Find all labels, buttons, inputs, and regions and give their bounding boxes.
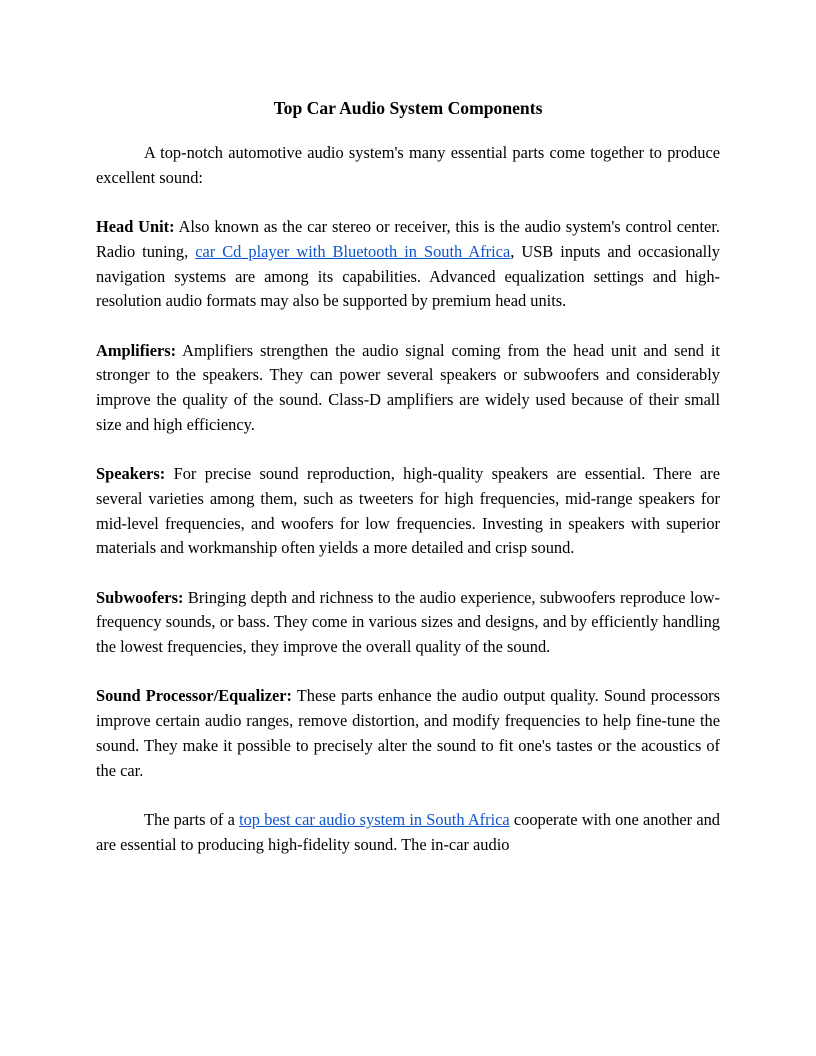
closing-text-after-link: cooperate with one another and are essential to producing high-fidelity sound. The in-car audio: [96, 809, 720, 854]
speakers-label: Speakers:: [96, 464, 166, 484]
subwoofers-paragraph: [96, 586, 720, 660]
subwoofers-text: Bringing depth and richness to the audio experience, subwoofers reproduce low-frequency sounds, or bass. They come in various sizes and designs, and by efficiently handling the lowest frequencies, they improve the overall quality of the sound.: [96, 587, 720, 656]
paragraph-gap: [96, 660, 720, 685]
head-unit-paragraph: [96, 215, 720, 314]
car-audio-system-link[interactable]: top best car audio system in South Africa: [239, 809, 510, 829]
paragraph-gap: [96, 437, 720, 462]
speakers-paragraph: [96, 462, 720, 561]
head-unit-label: Head Unit:: [96, 217, 175, 237]
subwoofers-label: Subwoofers:: [96, 587, 184, 607]
closing-paragraph: [96, 808, 720, 857]
head-unit-text-before-link: Also known as the car stereo or receiver, this is the audio system's control center. Radio tuning,: [96, 217, 720, 261]
document-body: [96, 94, 720, 857]
amplifiers-label: Amplifiers:: [96, 340, 177, 360]
head-unit-text-after-link: , USB inputs and occasionally navigation systems are among its capabilities. Advanced equalization settings and high-resolution audio formats may also be supported by premium head units.: [96, 241, 720, 311]
closing-text-before-link: The parts of a: [144, 809, 240, 829]
paragraph-gap: [96, 783, 720, 808]
paragraph-gap: [96, 190, 720, 215]
page-title: Top Car Audio System Components: [273, 98, 543, 118]
car-cd-player-link[interactable]: car Cd player with Bluetooth in South Africa: [195, 241, 511, 261]
intro-paragraph: A top-notch automotive audio system's many essential parts come together to produce excellent sound:: [96, 143, 720, 187]
sound-processor-paragraph: [96, 684, 720, 783]
amplifiers-text: Amplifiers strengthen the audio signal coming from the head unit and send it stronger to the speakers. They can power several speakers or subwoofers and considerably improve the quality of the sound. Class-D amplifiers are widely used because of their small size and high efficiency.: [96, 340, 720, 434]
sound-processor-text: These parts enhance the audio output quality. Sound processors improve certain audio ranges, remove distortion, and modify frequencies to help fine-tune the sound. They make it possible to precisely alter the sound to fit one's tastes or the acoustics of the car.: [96, 686, 720, 780]
amplifiers-paragraph: [96, 339, 720, 438]
speakers-text: For precise sound reproduction, high-quality speakers are essential. There are several varieties among them, such as tweeters for high frequencies, mid-range speakers for mid-level frequencies, and woofers for low frequencies. Investing in speakers with superior materials and workmanship often yields a more detailed and crisp sound.: [96, 464, 720, 558]
sound-processor-label: Sound Processor/Equalizer:: [96, 686, 292, 706]
paragraph-gap: [96, 561, 720, 586]
paragraph-gap: [96, 314, 720, 339]
title-gap: [96, 122, 720, 141]
